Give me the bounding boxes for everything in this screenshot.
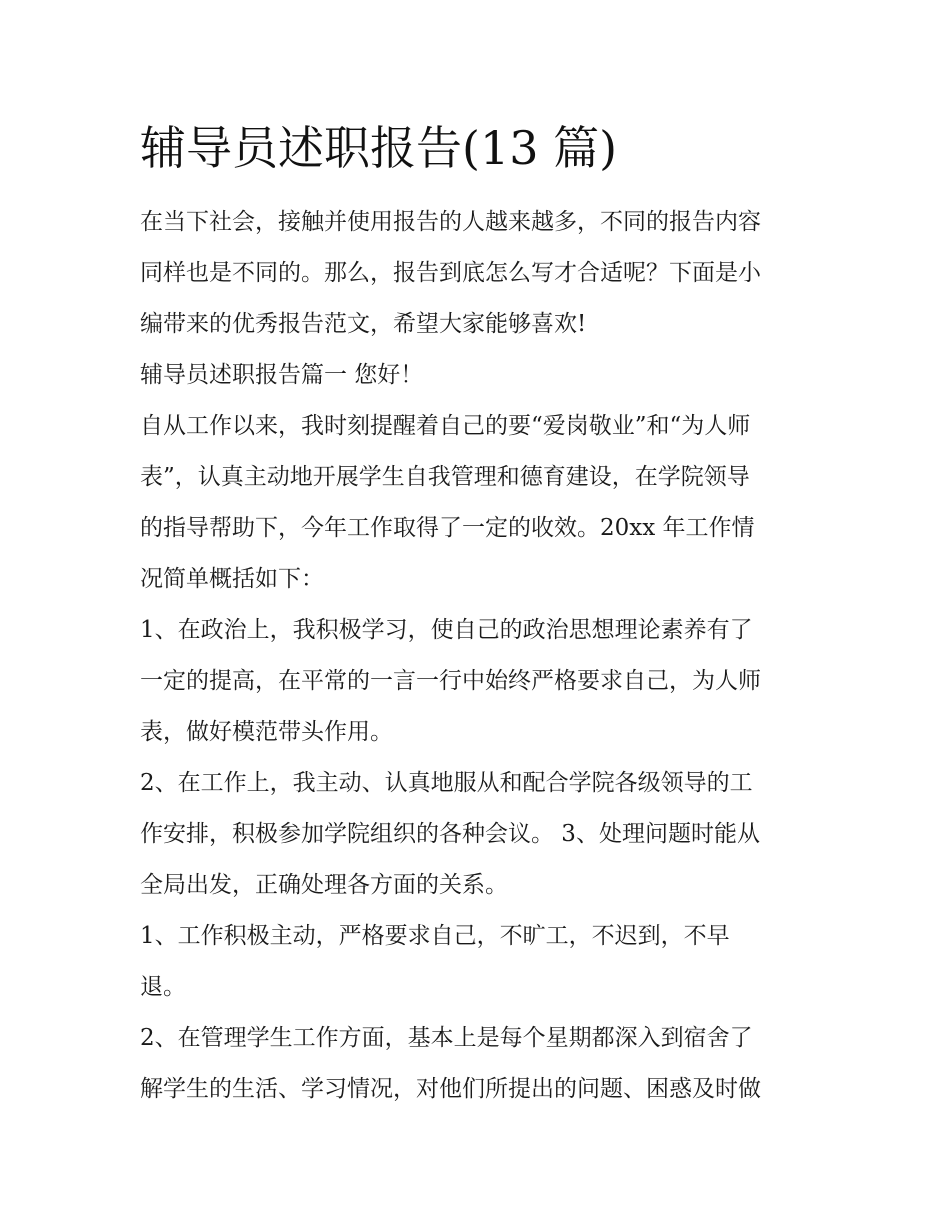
section-heading-1: 辅导员述职报告篇一 您好！ xyxy=(140,362,424,388)
body-line-1: 在当下社会，接触并使用报告的人越来越多，不同的报告内容 xyxy=(140,209,761,235)
body-line-10: 一定的提高，在平常的一言一行中始终严格要求自己，为人师 xyxy=(140,668,761,694)
body-line-14: 全局出发，正确处理各方面的关系。 xyxy=(140,872,508,898)
body-line-6: 表”，认真主动地开展学生自我管理和德育建设，在学院领导 xyxy=(140,464,750,490)
body-line-9: 1、在政治上，我积极学习，使自己的政治思想理论素养有了 xyxy=(140,617,753,643)
body-line-13: 作安排，积极参加学院组织的各种会议。 3、处理问题时能从 xyxy=(140,821,760,847)
body-line-17: 2、在管理学生工作方面，基本上是每个星期都深入到宿舍了 xyxy=(140,1025,753,1051)
body-line-18: 解学生的生活、学习情况，对他们所提出的问题、困惑及时做 xyxy=(140,1076,761,1102)
body-line-12: 2、在工作上，我主动、认真地服从和配合学院各级领导的工 xyxy=(140,770,753,796)
body-line-16: 退。 xyxy=(140,974,186,1000)
body-line-5: 自从工作以来，我时刻提醒着自己的要“爱岗敬业”和“为人师 xyxy=(140,413,751,439)
body-line-15: 1、工作积极主动，严格要求自己，不旷工，不迟到，不早 xyxy=(140,923,730,949)
body-line-8: 况简单概括如下： xyxy=(140,566,324,592)
body-line-3: 编带来的优秀报告范文，希望大家能够喜欢! xyxy=(140,311,587,337)
body-line-2: 同样也是不同的。那么，报告到底怎么写才合适呢？下面是小 xyxy=(140,260,761,286)
document-title: 辅导员述职报告(13 篇) xyxy=(140,121,618,175)
body-line-7: 的指导帮助下，今年工作取得了一定的收效。20xx 年工作情 xyxy=(140,515,755,541)
body-line-11: 表，做好模范带头作用。 xyxy=(140,719,393,745)
